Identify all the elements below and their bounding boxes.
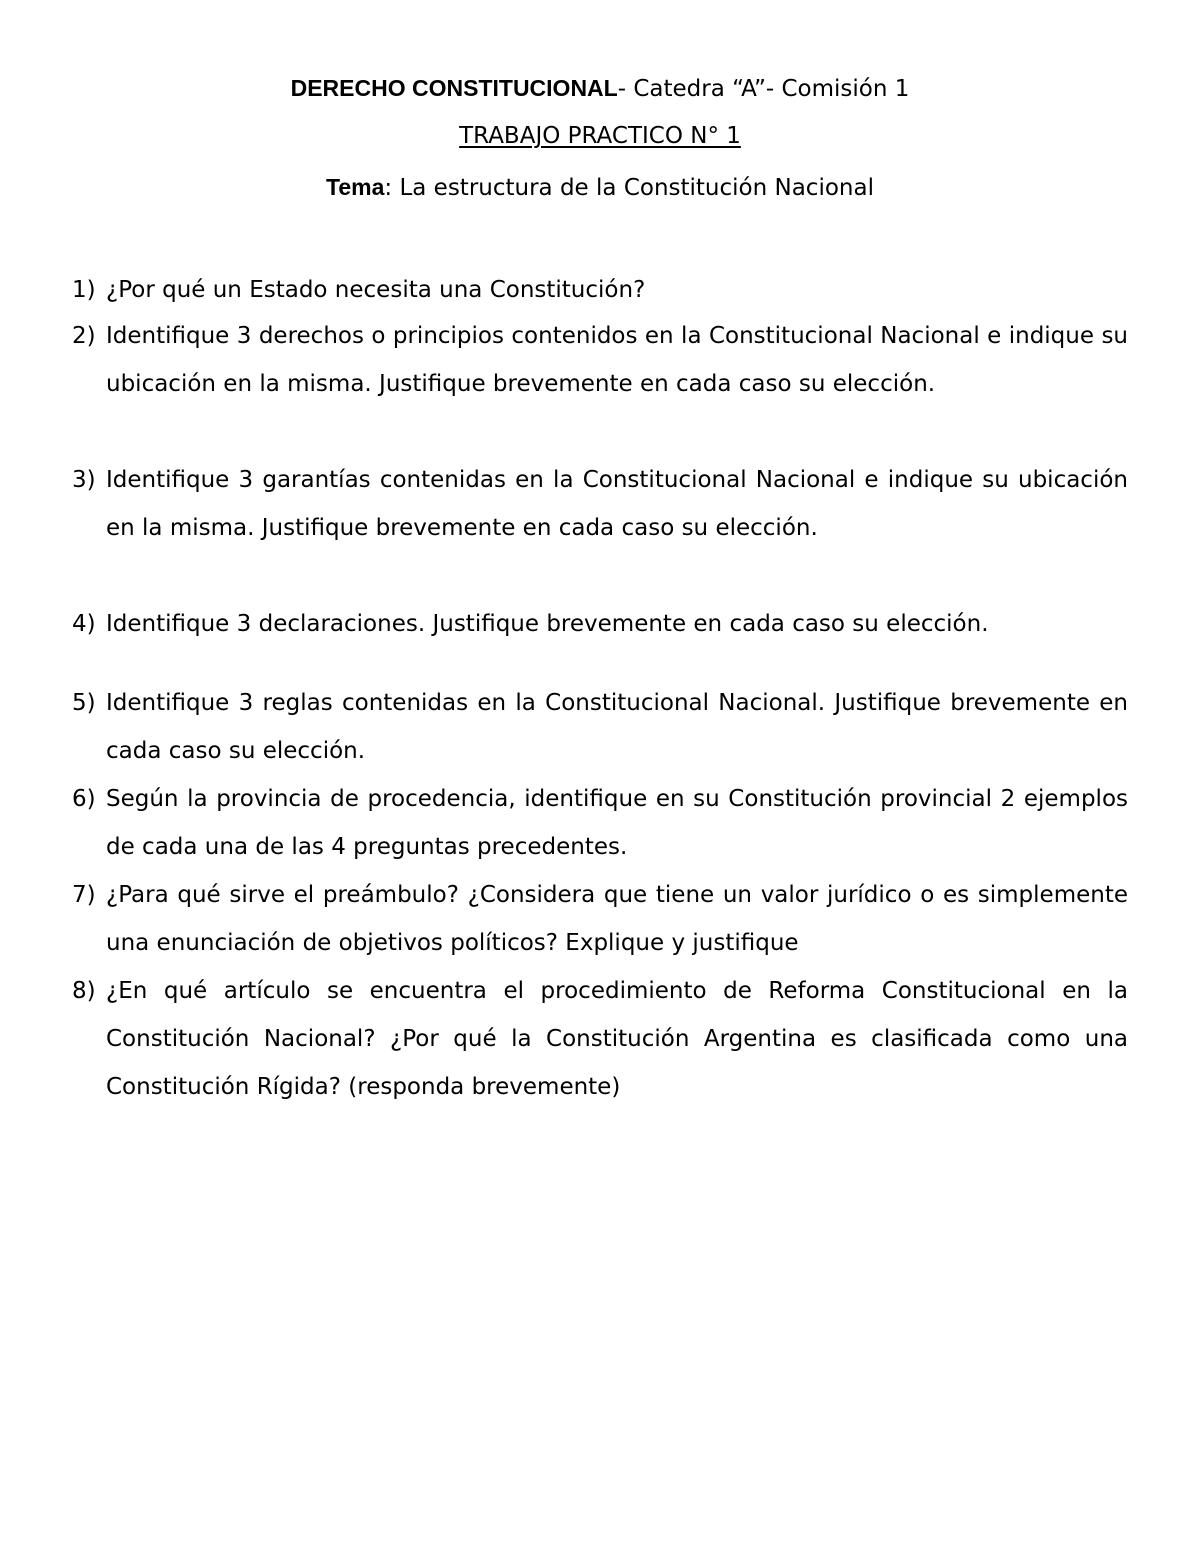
topic-label: Tema xyxy=(326,174,385,200)
question-item xyxy=(72,967,1128,1111)
course-name: DERECHO CONSTITUCIONAL xyxy=(290,75,618,101)
question-text: Identifique 3 garantías contenidas en la Constitucional Nacional e indique su ubicación en la misma. Justifique brevemente en cada caso su elección. xyxy=(106,467,1128,541)
assignment-label: TRABAJO PRACTICO N° 1 xyxy=(459,123,741,149)
question-number: 2) xyxy=(72,323,96,349)
question-text: Identifique 3 derechos o principios contenidos en la Constitucional Nacional e indique su ubicación en la misma. Justifique brevemente en cada caso su elección. xyxy=(106,323,1128,397)
course-details: - Catedra “A”- Comisión 1 xyxy=(617,76,910,102)
question-text: ¿Por qué un Estado necesita una Constitución? xyxy=(106,277,646,303)
question-text: Según la provincia de procedencia, identifique en su Constitución provincial 2 ejemplos de cada una de las 4 preguntas precedentes. xyxy=(106,786,1128,860)
question-text: ¿Para qué sirve el preámbulo? ¿Considera que tiene un valor jurídico o es simplemente una enunciación de objetivos políticos? Explique y justifique xyxy=(106,882,1128,956)
document-title xyxy=(0,73,1200,104)
question-number: 6) xyxy=(72,786,96,812)
question-item xyxy=(72,679,1128,775)
topic-text: : La estructura de la Constitución Nacional xyxy=(384,175,874,201)
question-item xyxy=(72,775,1128,871)
question-text: ¿En qué artículo se encuentra el procedimiento de Reforma Constitucional en la Constitución Nacional? ¿Por qué la Constitución Argentina es clasificada como una Constitución Rígida? (responda brevemente) xyxy=(106,978,1128,1100)
question-text: Identifique 3 declaraciones. Justifique brevemente en cada caso su elección. xyxy=(106,611,989,637)
assignment-title xyxy=(0,121,1200,151)
question-item xyxy=(72,871,1128,967)
question-number: 3) xyxy=(72,467,96,493)
question-item xyxy=(72,266,1128,314)
question-number: 1) xyxy=(72,277,96,303)
topic-line xyxy=(0,172,1200,203)
question-item xyxy=(72,608,1140,640)
question-number: 5) xyxy=(72,690,96,716)
question-number: 7) xyxy=(72,882,96,908)
question-number: 8) xyxy=(72,978,96,1004)
question-text: Identifique 3 reglas contenidas en la Constitucional Nacional. Justifique brevemente en cada caso su elección. xyxy=(106,690,1128,764)
question-number: 4) xyxy=(72,611,96,637)
question-item xyxy=(72,456,1128,552)
question-item xyxy=(72,312,1128,408)
